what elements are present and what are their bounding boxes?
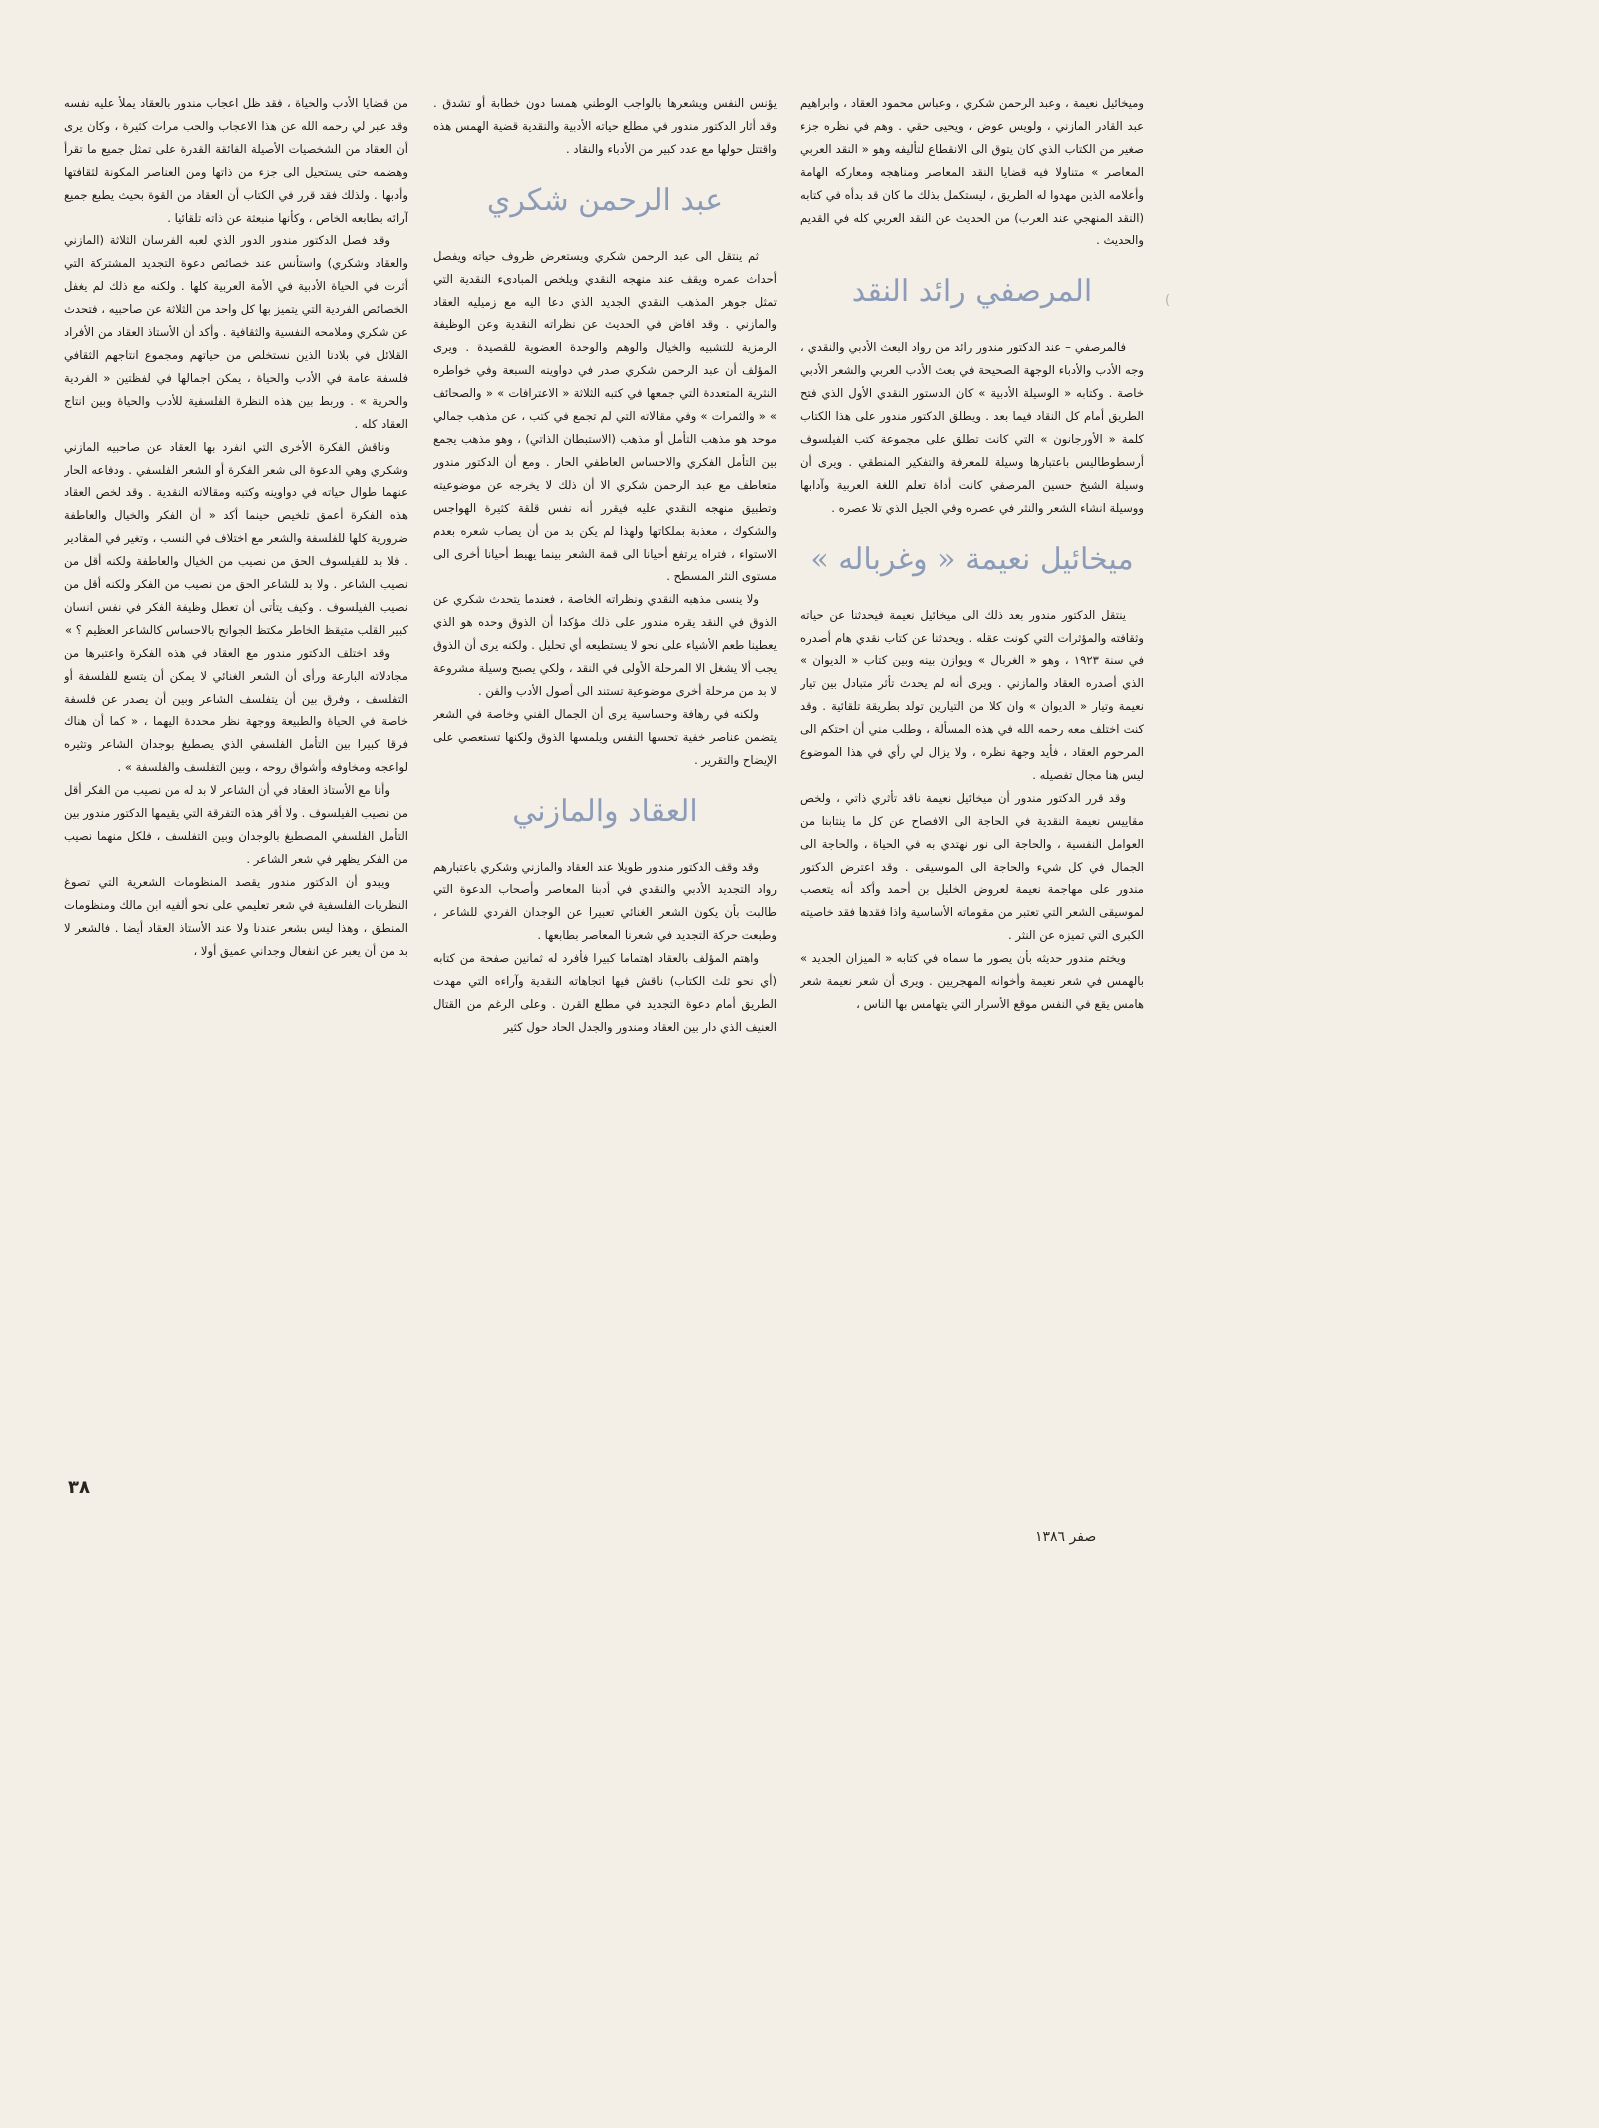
text-column-left [64, 92, 408, 1472]
paragraph: وناقش الفكرة الأخرى التي انفرد بها العقاد عن صاحبيه المازني وشكري وهي الدعوة الى شعر الفكرة أو الشعر الفلسفي . ودفاعه الحار عنهما طوال حياته في دواوينه وكتبه ومقالاته النقدية . وقد لخص العقاد هذه الفكرة أعمق تلخيص حينما أكد « أن الفكر والخيال والعاطفة ضرورية كلها للفلسفة والشعر مع اختلاف في النسب ، وتغير في المقادير . فلا بد للفيلسوف الحق من نصيب من الخيال والعاطفة ولكنه أقل من نصيب الشاعر . ولا بد للشاعر الحق من نصيب من الفكر ولكنه أقل من نصيب الفيلسوف . وكيف يتأتى أن تعطل وظيفة الفكر في نفس انسان كبير القلب متيقظ الخاطر مكتظ الجوانح بالاحساس كالشاعر العظيم ؟ » [64, 439, 408, 637]
text-column-middle [433, 92, 777, 1472]
paragraph: من قضايا الأدب والحياة ، فقد ظل اعجاب مندور بالعقاد يملأ عليه نفسه وقد عبر لي رحمه الله عن هذا الاعجاب والحب مرات كثيرة ، وكان يرى أن العقاد من الشخصيات الأصيلة الفائقة القدرة على تمثل جميع ما تقرأ وهضمه حتى يستحيل الى جزء من ذاتها ومن العناصر المكونة لثقافتها وأدبها . ولذلك فقد قرر في الكتاب أن العقاد من القوة بحيث يطبع جميع آرائه بطابعه الخاص ، وكأنها منبعثة عن ذاته تلقائيا . [64, 96, 408, 225]
section-heading-marsafi: المرصفي رائد النقد [851, 274, 1093, 310]
paragraph: ولكنه في رهافة وحساسية يرى أن الجمال الفني وخاصة في الشعر يتضمن عناصر خفية تحسها النفس ويلمسها الذوق ولكنها تستعصي على الإيضاح والتقرير . [433, 706, 777, 767]
paragraph: ثم ينتقل الى عبد الرحمن شكري ويستعرض ظروف حياته ويفصل أحداث عمره ويقف عند منهجه النقدي ويلخص المبادىء النقدية التي تمثل جوهر المذهب النقدي الجديد الذي دعا اليه مع زميليه العقاد والمازني . وقد افاض في الحديث عن نظراته النقدية وعن الوظيفة الرمزية للتشبيه والخيال والوهم والوحدة العضوية للقصيدة . ويرى المؤلف أن عبد الرحمن شكري صدر في دواوينه السبعة وفي خواطره النثرية المتعددة التي جمعها في كتبه الثلاثة « الاعترافات » « والصحائف » « والثمرات » وفي مقالاته التي لم تجمع في كتب ، عن مذهب جمالي موحد هو مذهب التأمل أو مذهب (الاستبطان الذاتي) ، وهو مذهب يجمع بين التأمل الفكري والاحساس العاطفي الحار . ومع أن الدكتور مندور متعاطف مع عبد الرحمن شكري الا أن ذلك لا يخرجه عن موضوعيته وتطبيق منهجه النقدي عليه فيقرر أنه نفس قلقة كثيرة الهواجس والشكوك ، معذبة بملكاتها ولهذا لم يكن بد من أن يصاب شعره بعدم الاستواء ، فتراه يرتفع أحيانا الى قمة الشعر بينما يهبط أحيانا أخرى الى مستوى النثر المسطح . [433, 248, 777, 584]
paragraph: وقد فصل الدكتور مندور الدور الذي لعبه الفرسان الثلاثة (المازني والعقاد وشكري) واستأنس عند خصائص دعوة التجديد المشتركة التي أثرت في الحياة الأدبية في الأمة العربية كلها . ولكنه مع ذلك لم يغفل الخصائص الفردية التي يتميز بها كل واحد من الثلاثة عن صاحبيه ، فتحدث عن شكري وملامحه النفسية والثقافية . وأكد أن الأستاذ العقاد من الأفراد القلائل في بلادنا الذين نستخلص من حياتهم ومجموع انتاجهم الثقافي فلسفة عامة في الأدب والحياة ، يمكن اجمالها في لفظتين « الفردية والحرية » . وربط بين هذه النظرة الفلسفية للأدب والحياة وبين انتاج العقاد كله . [64, 233, 408, 431]
paragraph: ينتقل الدكتور مندور بعد ذلك الى ميخائيل نعيمة فيحدثنا عن حياته وثقافته والمؤثرات التي كونت عقله . ويحدثنا عن كتاب نقدي هام أصدره في سنة ١٩٢٣ ، وهو « الغربال » ويوازن بينه وبين كتاب « الديوان » الذي أصدره العقاد والمازني . ويرى أنه لم يحدث تأثر متبادل بين تيار نعيمة وتيار « الديوان » وان كلا من التيارين تولد بطريقة تلقائية . وقد كنت اختلف معه رحمه الله في هذه المسألة ، وطلب مني أن احتكم الى المرحوم العقاد ، فأيد وجهة نظره ، ولا يزال لي رأي في هذا الموضوع ليس هنا مجال تفصيله . [800, 607, 1144, 782]
section-heading-naimy: ميخائيل نعيمة « وغرباله » [810, 541, 1134, 577]
margin-mark: ( [1165, 293, 1171, 308]
paragraph: وقد وقف الدكتور مندور طويلا عند العقاد والمازني وشكري باعتبارهم رواد التجديد الأدبي والنقدي في أدبنا المعاصر وأصحاب الدعوة التي طالبت بأن يكون الشعر الغنائي تعبيرا عن الوجدان الفردي للشاعر ، وطبعت حركة التجديد في شعرنا المعاصر بطابعها . [433, 859, 777, 943]
paragraph: واهتم المؤلف بالعقاد اهتماما كبيرا فأفرد له ثمانين صفحة من كتابه (أي نحو ثلث الكتاب) ناقش فيها اتجاهاته النقدية وآراءه التي مهدت الطريق أمام دعوة التجديد في مطلع القرن . وعلى الرغم من القتال العنيف الذي دار بين العقاد ومندور والجدل الحاد حول كثير [433, 951, 777, 1034]
section-heading-shukri: عبد الرحمن شكري [486, 182, 724, 218]
paragraph: فالمرصفي – عند الدكتور مندور رائد من رواد البعث الأدبي والنقدي ، وجه الأدب والأدباء الوجهة الصحيحة في بعث الأدب العربي والشعر الأدبي خاصة . وكتابه « الوسيلة الأدبية » كان الدستور النقدي الأول الذي فتح الطريق أمام كل النقاد فيما بعد . ويطلق الدكتور مندور على هذا الكتاب كلمة « الأورجانون » التي كانت تطلق على مجموعة كتب الفيلسوف أرسطوطاليس باعتبارها وسيلة للمعرفة والتفكير المنطقي . ويرى أن وسيلة الشيخ حسين المرصفي كانت أداة تعلم اللغة العربية وآدابها ووسيلة انشاء الشعر والنثر في عصره وفي الجيل الذي تلا عصره . [800, 340, 1144, 515]
paragraph: ويختم مندور حديثه بأن يصور ما سماه في كتابه « الميزان الجديد » بالهمس في شعر نعيمة وأخوانه المهجريين . ويرى أن شعر نعيمة شعر هامس يقع في النفس موقع الأسرار التي يتهامس بها الناس ، [800, 951, 1144, 1011]
page-number: ٣٨ [68, 1477, 90, 1498]
paragraph: يؤنس النفس ويشعرها بالواجب الوطني همسا دون خطابة أو تشدق . وقد أثار الدكتور مندور في مطلع حياته الأدبية والنقدية قضية الهمس هذه واقتتل حولها مع عدد كبير من الأدباء والنقاد . [433, 96, 777, 156]
paragraph: ولا ينسى مذهبه النقدي ونظراته الخاصة ، فعندما يتحدث شكري عن الذوق في النقد يقره مندور على ذلك مؤكدا أن الذوق وحده هو الذي يعطينا طعم الأشياء على نحو لا يستطيعه أي تحليل . ولكنه يرى أن الذوق يجب ألا يشغل الا المرحلة الأولى في النقد ، ولكي يصبح وسيلة مشروعة لا بد من مرحلة أخرى موضوعية تستند الى أصول الأدب والفن . [433, 592, 777, 698]
issue-date: صفر ١٣٨٦ [1035, 1529, 1097, 1545]
section-heading-aqqad-mazini: العقاد والمازني [512, 793, 698, 829]
paragraph: ويبدو أن الدكتور مندور يقصد المنظومات الشعرية التي تصوغ النظريات الفلسفية في شعر تعليمي على نحو ألفيه ابن مالك ومنظومات المنطق ، وهذا ليس بشعر عندنا ولا عند الأستاذ العقاد أيضا . فالشعر لا بد من أن يعبر عن انفعال وجداني عميق أولا ، [64, 874, 408, 958]
paragraph: وقد اختلف الدكتور مندور مع العقاد في هذه الفكرة واعتبرها من مجادلاته البارعة ورأى أن الشعر الغنائي لا يمكن أن يتسع للفلسفة أو التفلسف ، وفرق بين أن يتفلسف الشاعر وبين أن يصدر عن فلسفة خاصة في الحياة والطبيعة ووجهة نظر محددة اليهما ، « كما أن هناك فرقا كبيرا بين التأمل الفلسفي الذي يصطبغ بوجدان الشاعر وتثيره لواعجه ومخاوفه وأشواق روحه ، وبين التفلسف والفلسفة » . [64, 645, 408, 775]
paragraph: وميخائيل نعيمة ، وعبد الرحمن شكري ، وعباس محمود العقاد ، وابراهيم عبد القادر المازني ، ولويس عوض ، ويحيى حقي . وهم في نظره جزء صغير من الكتاب الذي كان يتوق الى الانقطاع لتأليفه وهو « النقد العربي المعاصر » متناولا فيه قضايا النقد المعاصر ومناهجه ومعاركه الهامة وأعلامه الذين مهدوا له الطريق ، ليستكمل بذلك ما كان قد بدأه في كتابه (النقد المنهجي عند العرب) من الحديث عن النقد العربي كله في القديم والحديث . [800, 96, 1144, 248]
paragraph: وأنا مع الأستاذ العقاد في أن الشاعر لا بد له من نصيب من الفكر أقل من نصيب الفيلسوف . ولا أقر هذه التفرقة التي يقيمها الدكتور مندور بين التأمل الفلسفي المصطبغ بالوجدان وبين التفلسف ، فلكل منهما نصيب من الفكر يظهر في شعر الشاعر . [64, 783, 408, 866]
text-column-right [800, 92, 1144, 1472]
paragraph: وقد قرر الدكتور مندور أن ميخائيل نعيمة ناقد تأثري ذاتي ، ولخص مقاييس نعيمة النقدية في الحاجة الى الافصاح عن كل ما ينتابنا من العوامل النفسية ، والحاجة الى نور نهتدي به في الحياة ، والحاجة الى الجمال في كل شيء والحاجة الى الموسيقى . وقد اعترض الدكتور مندور على مهاجمة نعيمة لعروض الخليل بن أحمد وأكد أنه يتعصب لموسيقى الشعر التي تعتبر من مقوماته الأساسية واذا فقدها فقد خاصيته الكبرى التي تميزه عن النثر . [800, 790, 1144, 943]
